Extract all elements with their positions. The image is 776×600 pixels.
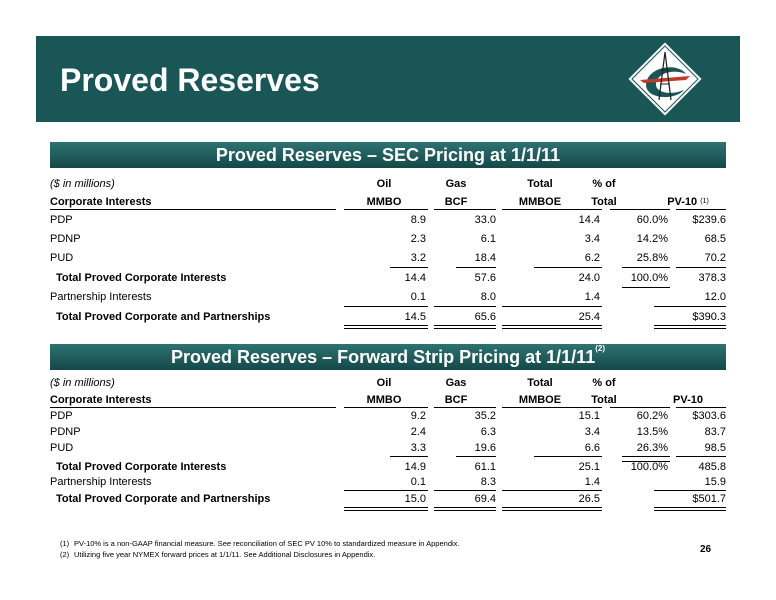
row-label: Partnership Interests	[50, 476, 152, 488]
col-pct-header: % of	[592, 377, 616, 389]
row-label: PDNP	[50, 426, 81, 438]
pv10-label: PV-10	[667, 196, 698, 208]
col-gas-header: Gas	[445, 377, 467, 389]
col-oil-header: Oil	[376, 377, 392, 389]
gas-value: 35.2	[474, 410, 496, 422]
page-title: Proved Reserves	[60, 62, 320, 98]
oil-derrick-logo-icon	[626, 40, 704, 118]
pct-value: 60.0%	[636, 214, 668, 226]
total-value: 24.0	[578, 272, 600, 284]
pv10-value: 15.9	[704, 476, 726, 488]
corporate-interests-header: Corporate Interests	[50, 394, 152, 406]
gas-value: 65.6	[474, 311, 496, 323]
footnote-text: PV-10% is a non-GAAP financial measure. See reconciliation of SEC PV 10% to standardized measure in Appendix.	[74, 539, 460, 548]
col-total-header: Total	[527, 178, 553, 190]
oil-value: 15.0	[404, 493, 426, 505]
col-oil-header: Oil	[376, 178, 392, 190]
table-row	[50, 270, 726, 286]
pv10-value: 12.0	[704, 291, 726, 303]
pv10-value: $501.7	[692, 493, 726, 505]
gas-value: 61.1	[474, 461, 496, 473]
total-value: 3.4	[584, 426, 600, 438]
col-total-unit: MMBOE	[518, 394, 562, 406]
pct-value: 100.0%	[630, 461, 668, 473]
footnote-2	[60, 549, 460, 560]
title-banner	[36, 36, 740, 122]
pv10-value: $390.3	[692, 311, 726, 323]
pv10-value: 378.3	[698, 272, 726, 284]
oil-value: 8.9	[410, 214, 426, 226]
table-row	[50, 231, 726, 247]
pct-value: 14.2%	[636, 233, 668, 245]
units-label: ($ in millions)	[50, 178, 115, 190]
page-number: 26	[700, 544, 712, 555]
col-pct-unit: Total	[591, 196, 617, 208]
table-row	[50, 424, 726, 440]
row-label: PDNP	[50, 233, 81, 245]
col-pv10-header	[650, 194, 726, 210]
oil-value: 14.4	[404, 272, 426, 284]
gas-value: 19.6	[474, 442, 496, 454]
pct-value: 13.5%	[636, 426, 668, 438]
pct-value: 100.0%	[630, 272, 668, 284]
oil-value: 2.3	[410, 233, 426, 245]
total-value: 3.4	[584, 233, 600, 245]
col-total-header: Total	[527, 377, 553, 389]
col-gas-header: Gas	[445, 178, 467, 190]
col-oil-unit: MMBO	[366, 394, 402, 406]
gas-value: 8.0	[480, 291, 496, 303]
footnote-text: Utilizing five year NYMEX forward prices at 1/1/11. See Additional Disclosures in Appendix.	[74, 550, 376, 559]
row-label: PDP	[50, 410, 73, 422]
total-value: 15.1	[578, 410, 600, 422]
header-row-2	[50, 392, 726, 408]
corporate-interests-header: Corporate Interests	[50, 196, 152, 208]
footnote-number: (2)	[60, 550, 70, 559]
pct-value: 26.3%	[636, 442, 668, 454]
gas-value: 18.4	[474, 252, 496, 264]
header-row-1	[50, 176, 726, 192]
total-value: 6.6	[584, 442, 600, 454]
oil-value: 0.1	[410, 476, 426, 488]
total-value: 25.4	[578, 311, 600, 323]
footnote-1	[60, 538, 460, 549]
pv10-value: 70.2	[704, 252, 726, 264]
row-label: Total Proved Corporate Interests	[56, 272, 227, 284]
fwd-section-title-text: Proved Reserves – Forward Strip Pricing at 1/1/11	[171, 347, 596, 367]
fwd-title-footnote-ref: (2)	[595, 344, 605, 353]
oil-value: 2.4	[410, 426, 426, 438]
pv10-value: $303.6	[692, 410, 726, 422]
row-label: Total Proved Corporate and Partnerships	[56, 493, 271, 505]
sec-section-title	[50, 142, 726, 168]
oil-value: 14.9	[404, 461, 426, 473]
fwd-section-title	[50, 344, 726, 370]
pct-value: 25.8%	[636, 252, 668, 264]
table-row	[50, 250, 726, 266]
pv10-value: 68.5	[704, 233, 726, 245]
oil-value: 14.5	[404, 311, 426, 323]
footnotes	[60, 538, 460, 560]
pct-value: 60.2%	[636, 410, 668, 422]
sec-section-title-text: Proved Reserves – SEC Pricing at 1/1/11	[215, 145, 561, 165]
table-row	[50, 491, 726, 507]
oil-value: 0.1	[410, 291, 426, 303]
oil-value: 3.3	[410, 442, 426, 454]
row-label: Total Proved Corporate Interests	[56, 461, 227, 473]
col-total-unit: MMBOE	[518, 196, 562, 208]
col-pv10-header: PV-10	[673, 394, 703, 406]
total-value: 14.4	[578, 214, 600, 226]
table-row	[50, 309, 726, 325]
gas-value: 33.0	[474, 214, 496, 226]
pv10-value: 83.7	[704, 426, 726, 438]
row-label: PDP	[50, 214, 73, 226]
pv10-footnote-ref: (1)	[700, 198, 709, 205]
header-row-2	[50, 194, 726, 210]
total-value: 25.1	[578, 461, 600, 473]
table-row	[50, 440, 726, 456]
total-value: 1.4	[584, 476, 600, 488]
units-label: ($ in millions)	[50, 377, 115, 389]
row-label: Total Proved Corporate and Partnerships	[56, 311, 271, 323]
col-gas-unit: BCF	[444, 196, 468, 208]
row-label: Partnership Interests	[50, 291, 152, 303]
table-row	[50, 289, 726, 305]
gas-value: 6.1	[480, 233, 496, 245]
pv10-value: 485.8	[698, 461, 726, 473]
table-row	[50, 408, 726, 424]
oil-value: 9.2	[410, 410, 426, 422]
total-value: 26.5	[578, 493, 600, 505]
footnote-number: (1)	[60, 539, 70, 548]
row-label: PUD	[50, 252, 74, 264]
total-value: 6.2	[584, 252, 600, 264]
gas-value: 69.4	[474, 493, 496, 505]
oil-value: 3.2	[410, 252, 426, 264]
header-row-1	[50, 375, 726, 391]
col-oil-unit: MMBO	[366, 196, 402, 208]
pv10-value: 98.5	[704, 442, 726, 454]
gas-value: 57.6	[474, 272, 496, 284]
gas-value: 6.3	[480, 426, 496, 438]
table-row	[50, 212, 726, 228]
row-label: PUD	[50, 442, 74, 454]
total-value: 1.4	[584, 291, 600, 303]
table-row	[50, 474, 726, 490]
gas-value: 8.3	[480, 476, 496, 488]
pv10-value: $239.6	[692, 214, 726, 226]
col-pct-header: % of	[592, 178, 616, 190]
col-gas-unit: BCF	[444, 394, 468, 406]
col-pct-unit: Total	[591, 394, 617, 406]
